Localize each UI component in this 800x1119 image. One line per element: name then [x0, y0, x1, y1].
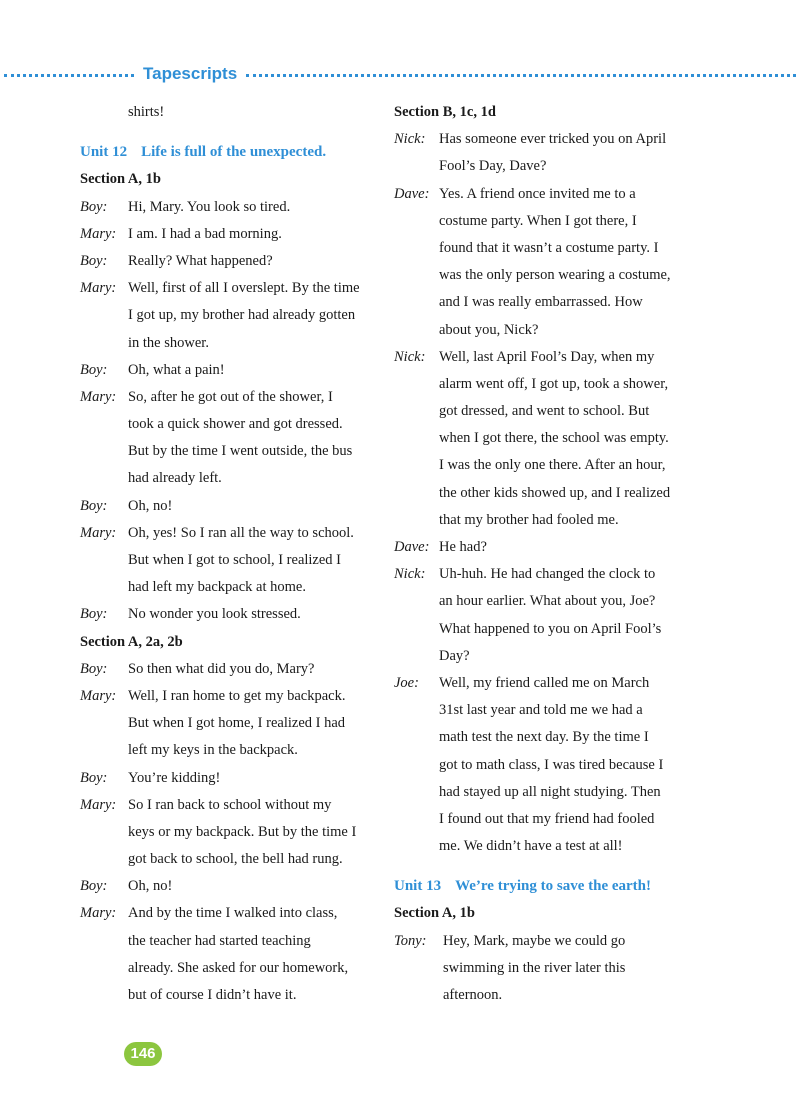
section-heading: Section A, 1b [80, 171, 161, 188]
dialogue-line [80, 275, 380, 302]
speaker: Mary: [80, 280, 117, 297]
dialogue-line [394, 534, 694, 561]
section-heading: Section A, 1b [394, 905, 475, 922]
dialogue-continuation: an hour earlier. What about you, Joe? [439, 593, 656, 610]
dialogue-line [394, 561, 694, 588]
dialogue-continuation: took a quick shower and got dressed. [128, 416, 343, 433]
speaker: Joe: [394, 674, 419, 691]
dialogue-continuation: the other kids showed up, and I realized [439, 484, 671, 501]
dialogue-continuation: I got up, my brother had already gotten [128, 307, 356, 324]
dialogue-text: So then what did you do, Mary? [128, 660, 315, 677]
dialogue-line [394, 126, 694, 153]
left-column [80, 99, 380, 1009]
unit-heading [80, 139, 380, 166]
dialogue-line [394, 928, 694, 955]
dialogue-line [80, 221, 380, 248]
dialogue-line [80, 765, 380, 792]
dialogue-text: Oh, no! [128, 497, 173, 514]
dialogue-continuation: swimming in the river later this [443, 959, 626, 976]
dialogue-continuation: that my brother had fooled me. [439, 511, 619, 528]
header-dots-right [246, 74, 796, 77]
dialogue-text: I am. I had a bad morning. [128, 225, 282, 242]
dialogue-text: No wonder you look stressed. [128, 606, 301, 623]
dialogue-text: Oh, what a pain! [128, 361, 225, 378]
dialogue-continuation: Day? [439, 647, 470, 664]
dialogue-continuation: me. We didn’t have a test at all! [439, 838, 623, 855]
dialogue-continuation: got dressed, and went to school. But [439, 403, 650, 420]
dialogue-line [80, 656, 380, 683]
speaker: Boy: [80, 878, 108, 895]
dialogue-line [80, 194, 380, 221]
dialogue-text: You’re kidding! [128, 769, 221, 786]
section-heading: Section B, 1c, 1d [394, 104, 496, 120]
header-title: Tapescripts [143, 64, 238, 83]
dialogue-text: Well, my friend called me on March [439, 674, 650, 691]
unit-heading [394, 873, 694, 900]
dialogue-line [80, 248, 380, 275]
speaker: Boy: [80, 660, 108, 677]
dialogue-line [394, 181, 694, 208]
dialogue-continuation: found that it wasn’t a costume party. I [439, 239, 659, 256]
dialogue-continuation: when I got there, the school was empty. [439, 430, 669, 447]
dialogue-text: Hi, Mary. You look so tired. [128, 198, 291, 215]
speaker: Boy: [80, 769, 108, 786]
dialogue-continuation: got back to school, the bell had rung. [128, 851, 343, 868]
dialogue-continuation: afternoon. [443, 987, 503, 1003]
speaker: Tony: [394, 932, 427, 949]
dialogue-text: So, after he got out of the shower, I [128, 388, 333, 405]
dialogue-continuation: I found out that my friend had fooled [439, 810, 655, 827]
dialogue-continuation: left my keys in the backpack. [128, 742, 298, 759]
speaker: Mary: [80, 388, 117, 405]
speaker: Mary: [80, 796, 117, 813]
dialogue-text: Oh, yes! So I ran all the way to school. [128, 524, 354, 541]
dialogue-continuation: math test the next day. By the time I [439, 729, 649, 746]
dialogue-text: He had? [439, 539, 487, 555]
dialogue-text: Uh-huh. He had changed the clock to [439, 566, 656, 583]
dialogue-text: Hey, Mark, maybe we could go [443, 932, 626, 949]
dialogue-continuation: But when I got home, I realized I had [128, 715, 346, 732]
dialogue-continuation: What happened to you on April Fool’s [439, 620, 662, 637]
dialogue-continuation: but of course I didn’t have it. [128, 987, 297, 1003]
speaker: Dave: [394, 185, 430, 202]
dialogue-text: So I ran back to school without my [128, 796, 332, 813]
speaker: Dave: [394, 539, 430, 555]
dialogue-continuation: had already left. [128, 470, 222, 487]
header-dots-left [4, 74, 134, 77]
dialogue-line [80, 792, 380, 819]
speaker: Boy: [80, 252, 108, 269]
page-number: 146 [124, 1042, 162, 1066]
text-line: shirts! [128, 104, 165, 120]
dialogue-continuation: got to math class, I was tired because I [439, 756, 664, 773]
dialogue-text: Really? What happened? [128, 252, 273, 269]
dialogue-continuation: costume party. When I got there, I [439, 212, 637, 229]
dialogue-text: Has someone ever tricked you on April [439, 131, 667, 148]
speaker: Mary: [80, 687, 117, 704]
dialogue-continuation: Fool’s Day, Dave? [439, 158, 547, 175]
dialogue-continuation: had stayed up all night studying. Then [439, 783, 661, 800]
page-header [0, 64, 800, 86]
unit-title: Life is full of the unexpected. [141, 144, 327, 161]
speaker: Nick: [394, 348, 426, 365]
unit-label: Unit 12 [80, 144, 128, 161]
speaker: Nick: [394, 566, 426, 583]
dialogue-text: Yes. A friend once invited me to a [439, 185, 636, 202]
dialogue-line [80, 384, 380, 411]
dialogue-text: Oh, no! [128, 878, 173, 895]
dialogue-continuation: about you, Nick? [439, 321, 539, 338]
dialogue-continuation: keys or my backpack. But by the time I [128, 823, 357, 840]
right-column [394, 99, 694, 1009]
dialogue-continuation: and I was really embarrassed. How [439, 294, 643, 311]
dialogue-line [80, 493, 380, 520]
dialogue-continuation: was the only person wearing a costume, [439, 267, 671, 284]
dialogue-text: Well, last April Fool’s Day, when my [439, 348, 655, 365]
dialogue-line [394, 670, 694, 697]
dialogue-continuation: in the shower. [128, 334, 209, 351]
dialogue-text: Well, first of all I overslept. By the time [128, 280, 360, 297]
speaker: Boy: [80, 198, 108, 215]
dialogue-line [80, 900, 380, 927]
dialogue-continuation: I was the only one there. After an hour, [439, 457, 666, 474]
dialogue-line [80, 601, 380, 628]
dialogue-continuation: already. She asked for our homework, [128, 959, 349, 976]
speaker: Boy: [80, 606, 108, 623]
dialogue-continuation: 31st last year and told me we had a [439, 702, 643, 719]
speaker: Boy: [80, 361, 108, 378]
dialogue-line [80, 520, 380, 547]
dialogue-continuation: the teacher had started teaching [128, 932, 311, 949]
speaker: Mary: [80, 524, 117, 541]
dialogue-line [80, 873, 380, 900]
speaker: Mary: [80, 225, 117, 242]
unit-title: We’re trying to save the earth! [455, 878, 652, 895]
dialogue-line [80, 683, 380, 710]
section-heading: Section A, 2a, 2b [80, 633, 183, 650]
dialogue-continuation: But by the time I went outside, the bus [128, 443, 353, 460]
dialogue-continuation: alarm went off, I got up, took a shower, [439, 375, 669, 392]
dialogue-continuation: But when I got to school, I realized I [128, 552, 342, 568]
speaker: Boy: [80, 497, 108, 514]
dialogue-text: Well, I ran home to get my backpack. [128, 687, 346, 704]
dialogue-continuation: had left my backpack at home. [128, 579, 306, 596]
speaker: Mary: [80, 905, 117, 922]
unit-label: Unit 13 [394, 878, 442, 895]
speaker: Nick: [394, 131, 426, 148]
dialogue-text: And by the time I walked into class, [128, 905, 338, 922]
dialogue-line [80, 357, 380, 384]
dialogue-line [394, 344, 694, 371]
